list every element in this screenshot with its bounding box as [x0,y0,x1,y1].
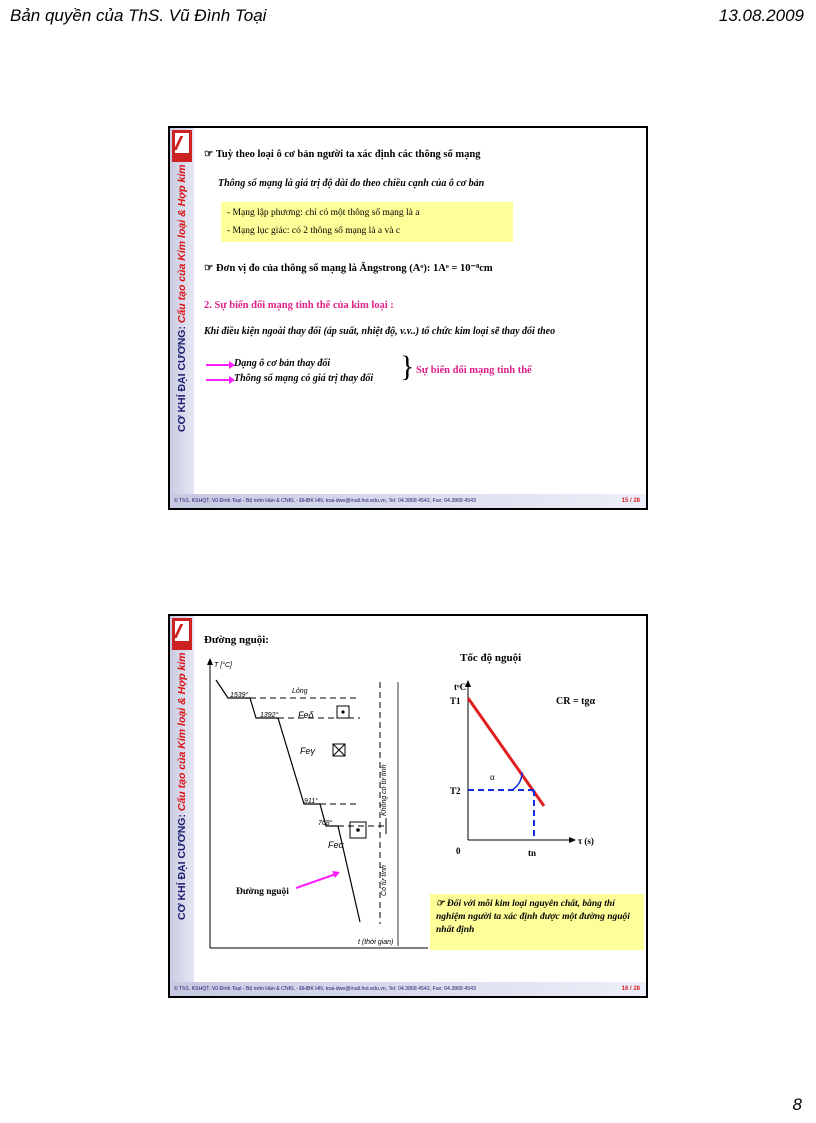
label-cooling-curve: Đường nguội [236,887,289,897]
temp-911: 911° [304,798,318,805]
phase-fe-gamma: Feγ [300,746,316,756]
arrow-icon [206,379,232,381]
phase-liquid: Lỏng [292,688,308,695]
slide-16 [168,614,648,998]
change-item-1: Dạng ô cơ bản thay đổi [234,358,331,369]
curve-pointer-arrow-icon [296,874,336,888]
footer-text: © ThS. KSHQT. Vũ Đình Toại - Bộ môn Hàn & CNKL - ĐHBK HN, toai-dwe@mail.hut.edu.vn, Tel: 04.3868 4542, Fax: 04.3868 4543 [174,498,476,504]
box-hexagonal: - Mạng lục giác: có 2 thông số mạng là a và c [227,226,401,236]
note-text: ☞ Đối với mỗi kim loại nguyên chất, bằng thí nghiệm người ta xác định được một đường nguội nhất định [436,899,630,935]
slide-sidebar [170,128,194,494]
label-t2: T2 [450,786,461,796]
slide-title: Đường nguội: [204,634,269,646]
x-axis-label: t (thời gian) [358,939,394,946]
phase-fe-delta: Feδ [298,710,314,720]
center-atom-icon [356,828,360,832]
sidebar-course: CƠ KHÍ ĐẠI CƯƠNG: [176,323,188,432]
slide-footer [170,982,646,996]
university-logo-icon [172,618,192,650]
box-cubic: - Mạng lập phương: chỉ có một thông số mạng là a [227,208,420,218]
phase-fe-alpha: Feα [328,840,344,850]
slide-page: 16 / 28 [621,986,640,992]
sidebar-title [176,652,188,920]
bullet-lattice-params: ☞ Tuỳ theo loại ô cơ bản người ta xác định các thông số mạng [204,149,481,160]
sidebar-topic: Cấu tạo của Kim loại & Hợp kim [176,652,188,812]
note-box [430,894,644,950]
bullet-text: Đơn vị đo của thông số mạng là Ăngstrong (Aᵒ): 1Aᵒ = 10⁻⁸cm [216,263,493,274]
slide-page: 15 / 28 [621,498,640,504]
label-magnetic: Có từ tính [381,865,388,896]
bullet-text: Tuỳ theo loại ô cơ bản người ta xác định các thông số mạng [215,149,481,160]
condition-text: Khi điều kiện ngoài thay đổi (áp suất, nhiệt độ, v.v..) tổ chức kim loại sẽ thay đổi theo [204,326,556,337]
document-header-date: 13.08.2009 [718,6,804,25]
y-axis-label: T [°C] [214,662,232,669]
footer-text: © ThS. KSHQT. Vũ Đình Toại - Bộ môn Hàn & CNKL - ĐHBK HN, toai-dwe@mail.hut.edu.vn, Tel: 04.3868 4542, Fax: 04.3868 4543 [174,986,476,992]
y-axis-arrow-icon [207,658,213,665]
rate-y-label: tᵒC [454,682,467,692]
university-logo-icon [172,130,192,162]
temp-768: 768° [318,820,333,827]
cooling-curve [216,680,360,922]
brace-icon: } [400,350,415,383]
label-alpha: α [490,772,495,782]
slide-footer [170,494,646,508]
sidebar-course: CƠ KHÍ ĐẠI CƯƠNG: [176,811,188,920]
document-header-title: Bản quyền của ThS. Vũ Đình Toại [10,6,267,25]
section-heading: 2. Sự biến đổi mạng tinh thể của kim loại : [204,300,394,311]
temp-1539: 1539° [230,692,249,699]
label-origin: 0 [456,846,461,856]
label-nonmagnetic: Không có từ tính [381,764,388,816]
sidebar-title [176,164,188,432]
rate-formula: CR = tgα [556,696,596,707]
definition-text: Thông số mạng là giá trị độ dài đo theo chiều cạnh của ô cơ bản [218,178,485,189]
cooling-rate-diagram [440,674,640,874]
lattice-types-box [221,202,513,242]
temp-1392: 1392° [260,712,279,719]
arrow-icon [206,364,232,366]
result-text: Sự biến đổi mạng tinh thể [416,365,532,376]
sidebar-topic: Cấu tạo của Kim loại & Hợp kim [176,164,188,324]
label-t1: T1 [450,696,461,706]
cooling-curve-diagram [200,656,430,956]
slide-sidebar [170,616,194,982]
bullet-unit: ☞ Đơn vị đo của thông số mạng là Ăngstrong (Aᵒ): 1Aᵒ = 10⁻⁸cm [204,263,493,274]
change-item-2: Thông số mạng có giá trị thay đổi [234,373,374,384]
rate-x-arrow-icon [569,837,576,843]
slide-15 [168,126,648,510]
page-number: 8 [792,1095,802,1114]
note-body: Đối với mỗi kim loại nguyên chất, bằng thí nghiệm người ta xác định được một đường nguội nhất định [436,899,630,935]
rate-title: Tốc độ nguội [460,652,522,664]
center-atom-icon [341,710,344,713]
rate-x-label: τ (s) [578,836,594,846]
label-tn: tn [528,848,537,858]
